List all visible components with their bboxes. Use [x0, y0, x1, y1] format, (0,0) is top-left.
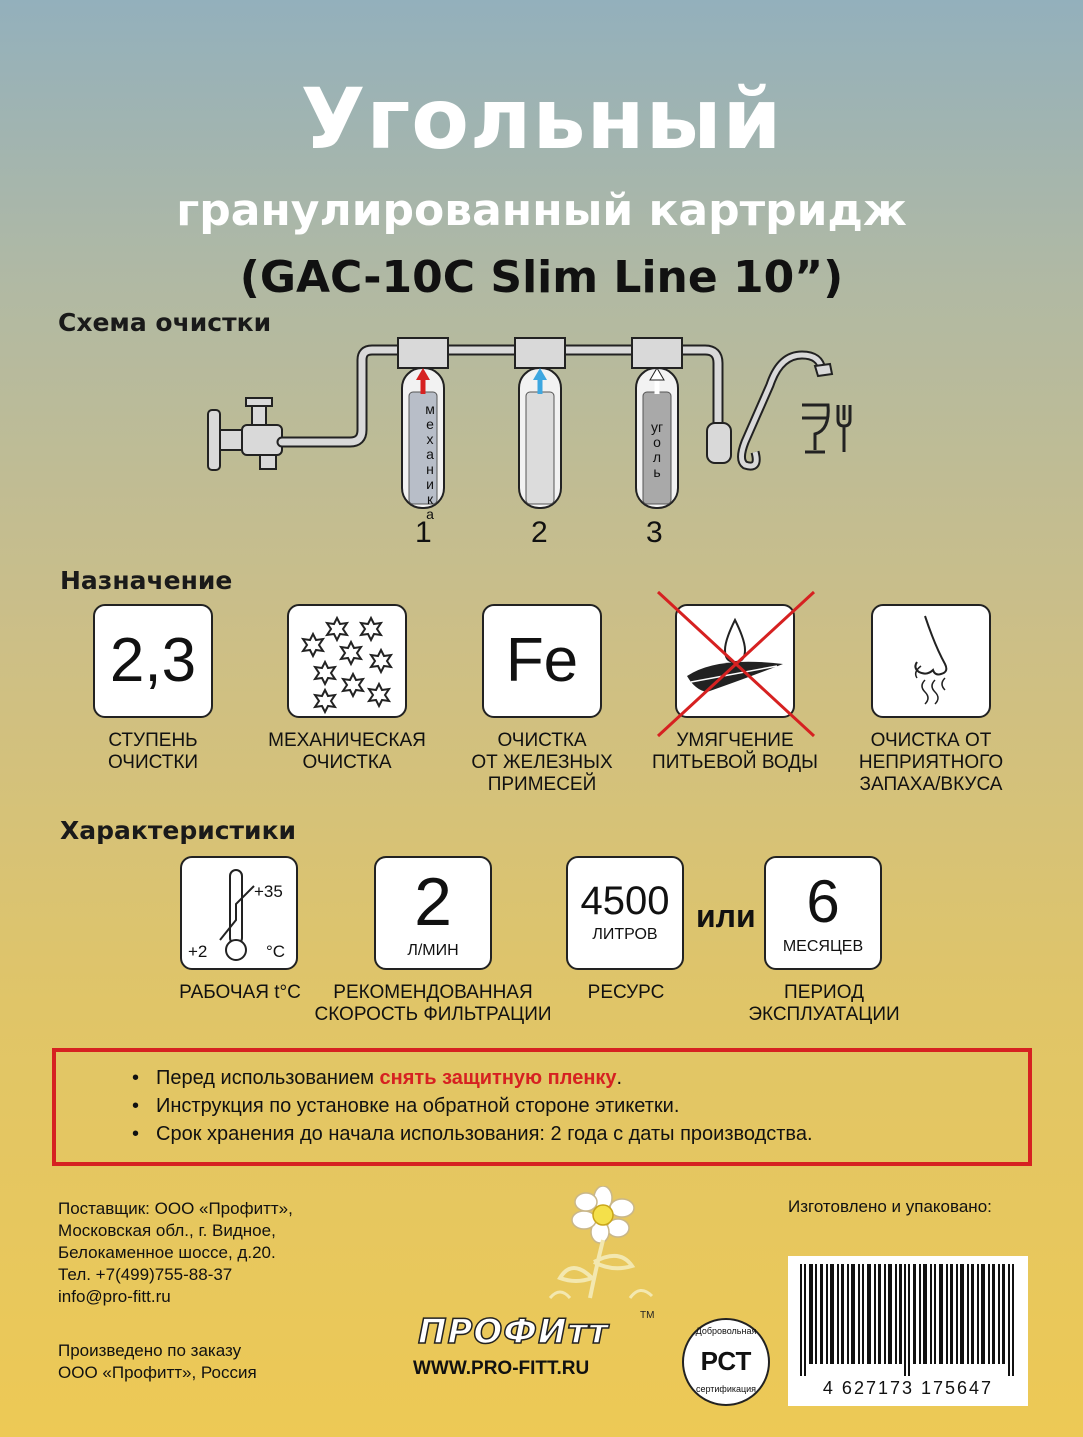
cert-top-text: Добровольная — [695, 1326, 757, 1336]
notice-list — [56, 1064, 1028, 1148]
mechanical-box — [287, 604, 407, 718]
odor-caption — [841, 730, 1021, 796]
notice-item: • Инструкция по установке на обратной стороне этикетки. — [156, 1092, 1028, 1120]
notice-box — [52, 1048, 1032, 1166]
caption-line: ОЧИСТКИ — [107, 752, 199, 773]
caption-line: ПИТЬЕВОЙ ВОДЫ — [652, 752, 818, 773]
barcode-area — [788, 1256, 1028, 1406]
resource-caption: РЕСУРС — [587, 982, 665, 1003]
stage-count-box — [93, 604, 213, 718]
brand-logo: ПРОФИтт — [418, 1312, 609, 1352]
iron-symbol: Fe — [505, 626, 579, 695]
or-text: или — [696, 898, 756, 934]
period-value: 6 — [806, 868, 840, 935]
softening-caption — [640, 730, 830, 774]
supplier-email: info@pro-fitt.ru — [58, 1287, 171, 1306]
caption-line: ЭКСПЛУАТАЦИИ — [748, 1004, 900, 1025]
brand-tm: TM — [640, 1310, 655, 1321]
caption-line: УМЯГЧЕНИЕ — [676, 730, 794, 751]
caption-line: ОЧИСТКА — [302, 752, 392, 773]
notice-text: . — [616, 1067, 623, 1089]
ordered-line: Произведено по заказу — [58, 1341, 242, 1360]
supplier-line: Поставщик: ООО «Профитт», — [58, 1199, 293, 1218]
supplier-phone: Тел. +7(499)755-88-37 — [58, 1265, 233, 1284]
period-caption — [724, 982, 924, 1026]
supplier-info — [58, 1198, 293, 1308]
flow-value: 2 — [414, 864, 452, 940]
cert-mark: РСТ — [700, 1346, 752, 1376]
flow-box — [374, 856, 492, 970]
barcode-digits: 4 627173 175647 — [822, 1378, 994, 1398]
stage-number-2: 2 — [531, 516, 548, 549]
stage-number-1: 1 — [415, 516, 432, 549]
barcode-icon — [800, 1264, 1016, 1376]
temperature-caption: РАБОЧАЯ t°C — [179, 982, 301, 1003]
caption-line: ОТ ЖЕЛЕЗНЫХ — [471, 752, 613, 773]
iron-caption — [452, 730, 632, 796]
brand-website: WWW.PRO-FITT.RU — [413, 1358, 590, 1379]
ordered-by-info — [58, 1340, 257, 1384]
housing-2 — [515, 338, 565, 508]
supplier-line: Московская обл., г. Видное, — [58, 1221, 276, 1240]
caption-line: ПЕРИОД — [784, 982, 864, 1003]
mechanical-caption — [257, 730, 437, 774]
stage-count-value: 2,3 — [109, 626, 197, 695]
cartridge1-label: механика — [425, 401, 435, 522]
inlet-valve-icon — [208, 398, 282, 470]
title-subtitle: гранулированный картридж — [176, 185, 907, 236]
certification-badge — [682, 1318, 770, 1406]
purpose-heading: Назначение — [60, 566, 233, 595]
particles-icon — [289, 606, 405, 716]
temp-unit: °C — [266, 942, 286, 961]
period-unit: МЕСЯЦЕВ — [782, 938, 864, 955]
caption-line: МЕХАНИЧЕСКАЯ — [268, 730, 426, 751]
glass-fork-icon — [802, 405, 850, 452]
resource-unit: ЛИТРОВ — [592, 926, 658, 943]
caption-line: СТУПЕНЬ — [108, 730, 198, 751]
odor-box — [871, 604, 991, 718]
specs-heading: Характеристики — [60, 816, 297, 845]
supplier-line: Белокаменное шоссе, д.20. — [58, 1243, 276, 1262]
temperature-box — [180, 856, 298, 970]
notice-item: • Срок хранения до начала использования: 2 года с даты производства. — [156, 1120, 1028, 1148]
stage-number-3: 3 — [646, 516, 663, 549]
flow-caption — [298, 982, 568, 1026]
flow-unit: Л/МИН — [407, 942, 459, 959]
caption-line: РЕКОМЕНДОВАННАЯ — [333, 982, 533, 1003]
ordered-line: ООО «Профитт», Россия — [58, 1363, 257, 1382]
caption-line: НЕПРИЯТНОГО — [858, 752, 1004, 773]
manufacturer-label: Изготовлено и упаковано: — [788, 1197, 992, 1216]
caption-line: ЗАПАХА/ВКУСА — [859, 774, 1003, 795]
stage-count-caption — [63, 730, 243, 774]
cert-bottom-text: сертификация — [695, 1384, 757, 1394]
caption-line: ОЧИСТКА — [497, 730, 587, 751]
resource-value: 4500 — [580, 879, 670, 923]
title-model: (GAC-10C Slim Line 10”) — [239, 252, 844, 303]
iron-box — [482, 604, 602, 718]
resource-box — [566, 856, 684, 970]
scheme-heading: Схема очистки — [58, 308, 272, 337]
crossed-out-mark-icon — [650, 584, 822, 744]
notice-text: Перед использованием — [156, 1067, 380, 1089]
caption-line: СКОРОСТЬ ФИЛЬТРАЦИИ — [314, 1004, 552, 1025]
temp-min: +2 — [188, 942, 208, 961]
nose-icon — [873, 606, 989, 716]
period-box — [764, 856, 882, 970]
caption-line: ОЧИСТКА ОТ — [870, 730, 992, 751]
cartridge3-label: уголь — [650, 419, 664, 480]
filter-scheme-diagram — [190, 330, 870, 560]
notice-highlight: снять защитную пленку — [379, 1067, 617, 1089]
flower-logo-icon — [520, 1186, 690, 1306]
title-main: Угольный — [300, 70, 783, 168]
temp-max: +35 — [254, 882, 283, 901]
notice-item — [156, 1064, 1028, 1092]
caption-line: ПРИМЕСЕЙ — [487, 774, 597, 795]
